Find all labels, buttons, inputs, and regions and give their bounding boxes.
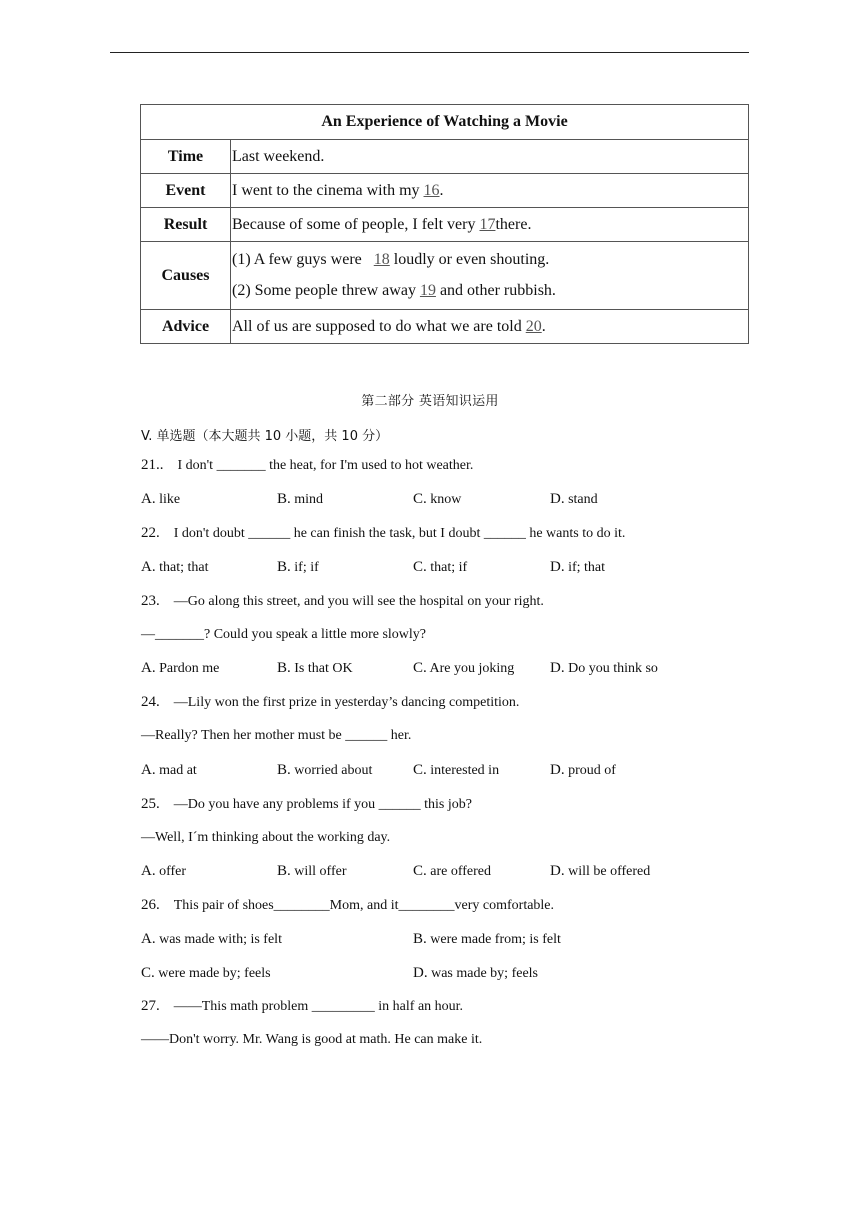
question-25: [141, 796, 472, 813]
question-number: 22.: [141, 525, 160, 541]
section-title: V. 单选题（本大题共 10 小题，共 10 分）: [141, 429, 389, 444]
option-d[interactable]: [413, 965, 538, 982]
option-letter: D.: [550, 660, 565, 676]
question-27: [141, 998, 463, 1015]
row-text: Last weekend.: [231, 140, 749, 174]
table-row-event: [141, 174, 749, 208]
question-number: 23.: [141, 593, 160, 609]
text-fragment: .: [541, 317, 546, 335]
question-27-line-2: ——Don't worry. Mr. Wang is good at math. He can make it.: [141, 1032, 483, 1047]
question-23-line-2: —_______? Could you speak a little more slowly?: [141, 627, 427, 642]
option-d[interactable]: [550, 762, 616, 779]
question-text: I don't _______ the heat, for I'm used to hot weather.: [177, 458, 474, 473]
option-text: that; that: [159, 560, 209, 575]
option-letter: C.: [413, 762, 427, 778]
question-text: —Go along this street, and you will see the hospital on your right.: [173, 594, 544, 609]
option-text: are offered: [430, 864, 492, 879]
option-text: worried about: [294, 763, 373, 778]
blank-18: 18: [373, 251, 390, 268]
blank-17: 17: [479, 215, 496, 233]
option-text: offer: [159, 864, 187, 879]
option-letter: D.: [413, 965, 428, 981]
text-fragment: (2) Some people threw away: [232, 282, 420, 299]
option-text: Are you joking: [429, 661, 515, 676]
option-text: Is that OK: [294, 661, 353, 676]
option-a[interactable]: [141, 863, 186, 880]
option-c[interactable]: [141, 965, 271, 982]
option-b[interactable]: [277, 559, 319, 576]
option-letter: D.: [550, 559, 565, 575]
header-rule: [110, 52, 749, 53]
question-23: [141, 593, 544, 610]
cause-line-2: [232, 282, 747, 300]
text-fragment: there.: [495, 215, 532, 233]
option-text: will be offered: [568, 864, 651, 879]
option-a[interactable]: [141, 559, 208, 576]
table-title: An Experience of Watching a Movie: [141, 105, 749, 140]
option-letter: B.: [277, 491, 291, 507]
option-letter: B.: [413, 931, 427, 947]
option-c[interactable]: [413, 863, 491, 880]
question-number: 25.: [141, 796, 160, 812]
row-text: [231, 174, 749, 208]
option-b[interactable]: [277, 491, 323, 508]
option-d[interactable]: [550, 660, 658, 677]
question-text: —Do you have any problems if you ______ this job?: [173, 797, 472, 812]
option-letter: C.: [413, 863, 427, 879]
table-row-causes: [141, 242, 749, 310]
option-text: Pardon me: [159, 661, 220, 676]
option-b[interactable]: [277, 762, 372, 779]
text-fragment: (1) A few guys were: [232, 251, 366, 268]
option-text: mind: [294, 492, 324, 507]
option-a[interactable]: [141, 660, 219, 677]
table-title-row: [141, 105, 749, 140]
blank-16: 16: [423, 181, 440, 199]
question-21: [141, 457, 473, 474]
text-fragment: .: [439, 181, 444, 199]
movie-experience-table: [140, 104, 749, 344]
option-letter: A.: [141, 660, 156, 676]
text-fragment: I went to the cinema with my: [232, 181, 424, 199]
blank-20: 20: [525, 317, 542, 335]
option-text: proud of: [568, 763, 616, 778]
question-number: 26.: [141, 897, 160, 913]
table-row-time: [141, 140, 749, 174]
option-b[interactable]: [277, 660, 353, 677]
question-22: [141, 525, 625, 542]
row-label: Result: [141, 208, 231, 242]
option-letter: B.: [277, 863, 291, 879]
option-a[interactable]: [141, 762, 197, 779]
option-letter: D.: [550, 762, 565, 778]
question-text: I don't doubt ______ he can finish the task, but I doubt ______ he wants to do it.: [173, 526, 626, 541]
option-letter: C.: [413, 491, 427, 507]
option-c[interactable]: [413, 559, 467, 576]
option-text: that; if: [430, 560, 468, 575]
row-text: [231, 310, 749, 344]
option-b[interactable]: [277, 863, 347, 880]
option-c[interactable]: [413, 660, 514, 677]
table-row-advice: [141, 310, 749, 344]
option-text: was made by; feels: [431, 966, 539, 981]
option-a[interactable]: [141, 491, 180, 508]
text-fragment: loudly or even shouting.: [389, 251, 550, 268]
option-text: if; that: [568, 560, 606, 575]
option-d[interactable]: [550, 863, 650, 880]
option-letter: A.: [141, 559, 156, 575]
option-text: if; if: [294, 560, 319, 575]
text-fragment: and other rubbish.: [435, 282, 556, 299]
table-row-result: [141, 208, 749, 242]
part-title: 第二部分 英语知识运用: [361, 394, 499, 409]
option-letter: B.: [277, 660, 291, 676]
option-text: were made by; feels: [158, 966, 271, 981]
option-c[interactable]: [413, 762, 499, 779]
row-label: Advice: [141, 310, 231, 344]
option-letter: C.: [413, 660, 427, 676]
row-label: Causes: [141, 242, 231, 310]
option-d[interactable]: [550, 491, 598, 508]
question-26: [141, 897, 554, 914]
option-text: Do you think so: [568, 661, 658, 676]
option-letter: A.: [141, 931, 156, 947]
option-letter: B.: [277, 559, 291, 575]
option-letter: A.: [141, 762, 156, 778]
option-letter: B.: [277, 762, 291, 778]
text-fragment: All of us are supposed to do what we are told: [232, 317, 526, 335]
row-label: Time: [141, 140, 231, 174]
question-25-line-2: —Well, I´m thinking about the working day.: [141, 830, 391, 845]
option-letter: D.: [550, 863, 565, 879]
question-text: This pair of shoes________Mom, and it________very comfortable.: [173, 898, 555, 913]
option-c[interactable]: [413, 491, 461, 508]
question-number: 21..: [141, 457, 164, 473]
option-letter: D.: [550, 491, 565, 507]
option-text: know: [430, 492, 462, 507]
row-text: [231, 208, 749, 242]
question-24-line-2: —Really? Then her mother must be ______ her.: [141, 728, 412, 743]
question-text: ——This math problem _________ in half an hour.: [173, 999, 464, 1014]
option-text: were made from; is felt: [430, 932, 561, 947]
option-text: will offer: [294, 864, 347, 879]
question-number: 27.: [141, 998, 160, 1014]
cause-line-1: [232, 251, 549, 268]
row-label: Event: [141, 174, 231, 208]
option-a[interactable]: [141, 931, 282, 948]
text-fragment: Because of some of people, I felt very: [232, 215, 480, 233]
option-letter: A.: [141, 491, 156, 507]
blank-19: 19: [419, 282, 436, 299]
option-b[interactable]: [413, 931, 561, 948]
option-text: mad at: [159, 763, 197, 778]
option-text: like: [159, 492, 181, 507]
option-letter: A.: [141, 863, 156, 879]
option-text: stand: [568, 492, 598, 507]
option-letter: C.: [141, 965, 155, 981]
option-text: interested in: [430, 763, 500, 778]
question-text: —Lily won the first prize in yesterday’s dancing competition.: [173, 695, 520, 710]
option-text: was made with; is felt: [159, 932, 282, 947]
row-text: [231, 242, 749, 310]
question-number: 24.: [141, 694, 160, 710]
option-d[interactable]: [550, 559, 605, 576]
option-letter: C.: [413, 559, 427, 575]
question-24: [141, 694, 519, 711]
